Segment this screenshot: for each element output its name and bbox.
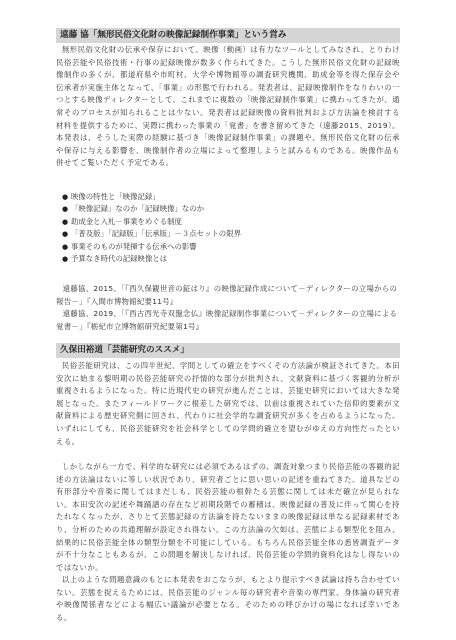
topic-item: ● 「映像記録」なのか「記録映像」なのか [62, 203, 241, 215]
section-heading-endo: 遠藤 協「無形民俗文化財の映像記録制作事業」という営み [56, 28, 400, 43]
topic-item: ● 映像の特性と「映像記録」 [62, 191, 241, 203]
bullet-icon: ● [62, 193, 69, 201]
topic-item: ● 事業そのものが発揮する伝承への影響 [62, 241, 241, 253]
topic-item: ● 予算なき時代の記録映像とは [62, 253, 241, 265]
bullet-icon: ● [62, 205, 69, 214]
topic-item: ● 「普及版」「記録版」「伝承版」－３点セットの限界 [62, 228, 241, 240]
section-heading-kubota: 久保田裕道「芸能研究のススメ」 [56, 343, 400, 358]
reference-item: 遠藤協、2015、「『西久保観世音の鉦はり』の映像記録作成について－ディレクターの立場からの報告－」『入間市博物館紀要11号』 [56, 284, 398, 306]
reference-list [56, 283, 400, 333]
abstract-body-endo: 無形民俗文化財の伝承や保存において、映像（動画）は有力なツールとしてみなされ、とりわけ民俗芸能や民俗技術・行事の記録映像が数多く作られてきた。こうした無形民俗文化財の記録映像制作の多くが、都道府県や市町村、大学や博物館等の調査研究機関、助成金等を得た保存会や伝承者が実施主体となって、「事業」の形態で行われる。発表者は、記録映像制作をなりわいの一つとする映像ディレクターとして、これまでに複数の「映像記録制作事業」に携わってきたが、通常そのプロセスが知られることは少ない。発表者は記録映像の資料批判および方法論を検討する材料を提供するために、実際に携わった事業の「覚書」を書き留めてきた（遠藤2015、2019）。本発表は、そうした実際の経験に基づき「映像記録制作事業」の課題や、無形民俗文化財の伝承や保存に与える影響を、映像制作者の立場によって整理しようと試みるものである。映像作品も併せてご覧いただく予定である。 [56, 45, 400, 168]
abstract-paragraph: しかしながら一方で、科学的な研究には必須であるはずの、調査対象つまり民俗芸能の客観的記述の方法論はないに等しい状況であり、研究者ごとに思い思いの記述を重ねてきた。道具などの有形部分や音楽に関してはまだしも、民俗芸能の根幹たる芸態に関しては未だ確立が見られない。本田安次の記述や舞踊譜の存在など初期段階での蓄積は、映像記録の普及に伴って関心を持たれなくなったが、さりとて芸態記録の方法論を持たないままの映像記録は単なる記録素材であり、分析のための共通理解が設定され得ない。この方法論の欠如は、芸態による類型化を阻み、結果的に民俗芸能全体の類型分類を不可能にしている。もちろん民俗芸能全体の悉皆調査データが不十分なこともあるが、この問題を解決しなければ、民俗芸能の学問的資料化はなし得ないのではないか。 [56, 462, 400, 572]
abstract-paragraph: 民俗芸能研究は、この四半世紀、学問としての確立をすべくその方法論が検証されてきた。本田安次に始まる黎明期の民俗芸能研究の抒情的な部分が批判され、文献資料に基づく客観的分析が重視されるようになった。特に近現代史の研究が進んだことは、芸能史研究においては大きな発展となった。またフィールドワークに根差した研究では、以前は重視されていた信仰的要素が文献資料による歴史研究側に回され、代わりに社会学的な調査研究が多くを占めるようになった。いずれにしても、民俗芸能研究を社会科学としての学問的確立を望むがゆえの方向性だったといえる。 [56, 361, 400, 446]
abstract-paragraph: 以上のような問題意識のもとに本発表をおこなうが、もとより提示すべき試論は持ち合わせていない。芸態を捉えるためには、民俗芸能のジャンル毎の研究者や音楽の専門家、身体論の研究者や映像関係者などによる幅広い議論が必要となる。そのための呼びかけの場になれば幸いである。 [56, 575, 400, 622]
bullet-icon: ● [62, 230, 69, 239]
topic-list [62, 191, 241, 265]
bullet-icon: ● [62, 217, 69, 226]
reference-item: 遠藤協、2019、「『西古西光寺双盤念仏』映像記録制作事業について－ディレクターの立場による覚書－」『栃紀市立博物館研究紀要第1号』 [56, 309, 398, 331]
bullet-icon: ● [62, 255, 69, 264]
bullet-icon: ● [62, 242, 69, 251]
topic-item: ● 助成金と入札－事業をめぐる制度 [62, 216, 241, 228]
